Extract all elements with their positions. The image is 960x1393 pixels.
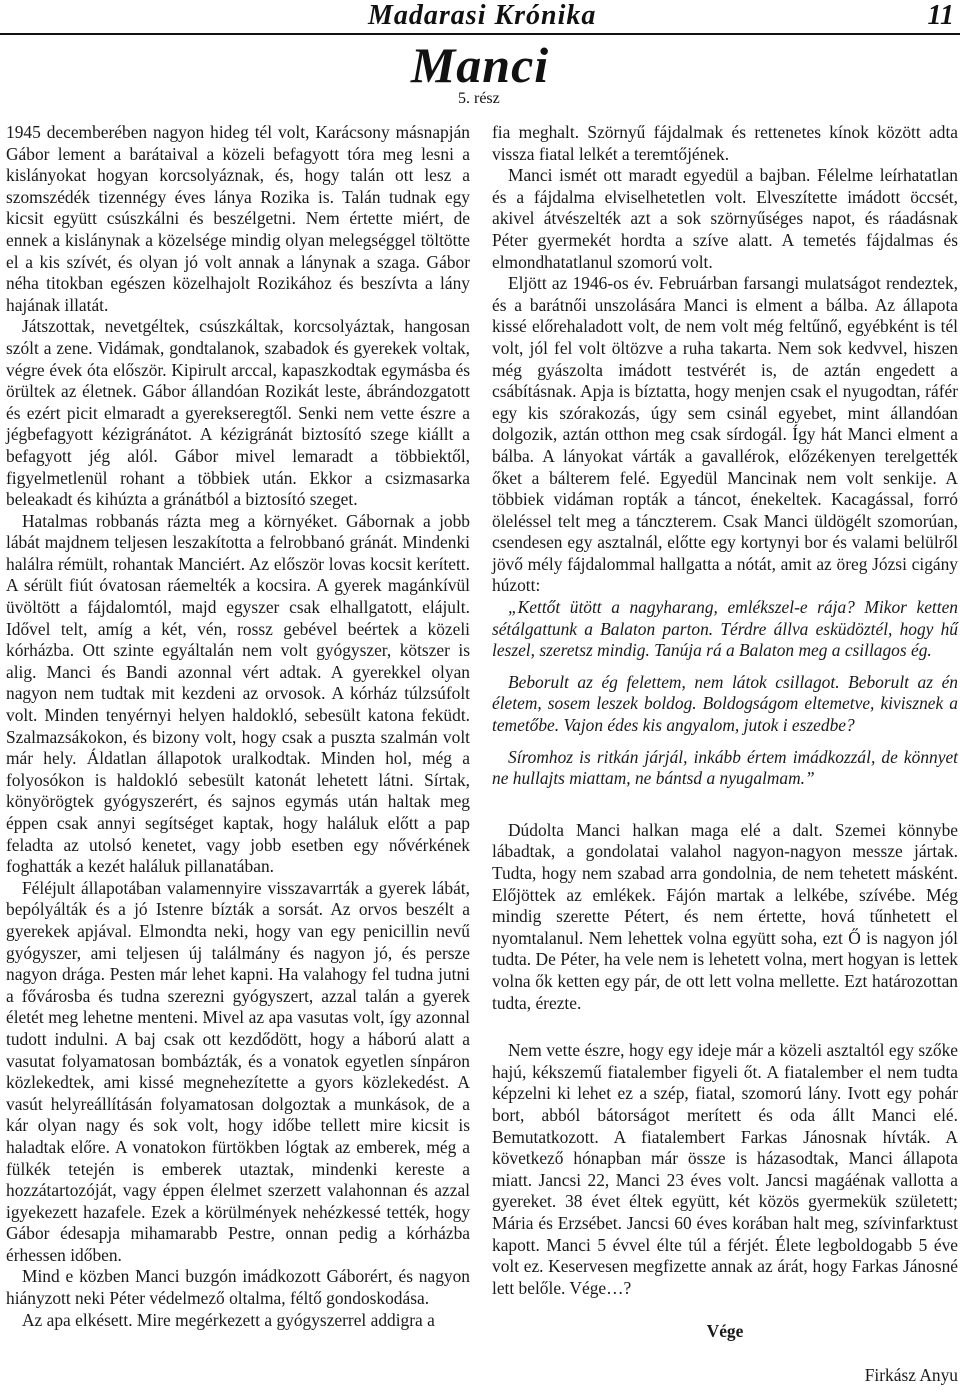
author-signature: Firkász Anyu [864,1364,958,1385]
paragraph: Eljött az 1946-os év. Februárban farsangi mulatságot rendeztek, és a barátnői unszolására Manci is elment a bálba. Az állapota kissé előrehaladott volt, de nem volt még feltűnő, egyébként is tél volt, jól fel volt öltözve a ruha takarta. Nem sok kedvvel, hiszen még gyászolta imádott testvérét is, de aztán engedett a csábításnak. Apja is bíztatta, hogy menjen csak el nyugodtan, ráfér egy kis szórakozás, úgy sem csinál egyebet, mint állandóan dolgozik, aztán otthon meg csak sírdogál. Így hát Manci elment a bálba. A lányokat várták a gavallérok, előzékenyen terelgették őket a bálterem felé. Egyedül Mancinak nem volt senkije. A többiek vidáman ropták a táncot, énekeltek. Kacagással, forró öleléssel telt meg a tánczterem. Csak Manci üldögélt szomorúan, csendesen egy asztalnál, előtte egy kortynyi bor és valami belülről jövő mély fájdalommal hallgatta a nótát, amit az öreg Józsi cigány húzott: [492,273,958,596]
paragraph: Féléjult állapotában valamennyire visszavarrták a gyerek lábát, bepólyálták és a jó Istenre bízták a sorsát. Az orvos beszélt a gyerekek apjával. Elmondta neki, hogy van egy penicillin nevű gyógyszer, ami teljesen új találmány és nagyon jó, és persze nagyon drága. Pesten már lehet kapni. Ha valahogy fel tudna jutni a fővárosba és tudna szerezni gyógyszert, azzal talán a gyerek életét meg lehetne menteni. Mivel az apa vasutas volt, így azonnal tudott indulni. A baj csak ott kezdődött, hogy a háború alatt a vasutat folyamatosan bombázták, és a vonatok egyetlen sínpáron közlekedtek, ami kissé megnehezítette a gyors közlekedést. A vasút helyreállításán folyamatosan dolgoztak a munkások, de a kár olyan nagy és sok volt, hogy időbe tellett mire kicsit is haladtak előre. A vonatokon fürtökben lógtak az emberek, még a fülkék tetején is emberek utaztak, mindenki kereste a hozzátartozóját, vagy éppen élelmet szerzett valahonnan és azzal igyekezett hazafele. Ezek a körülmények nehézkessé tették, hogy Gábor édesapja mihamarabb Pestre, onnan pedig a kórházba érhessen időben. [6,877,470,1265]
left-column [6,122,470,1331]
page-number: 11 [927,0,954,31]
paragraph: Manci ismét ott maradt egyedül a bajban. Félelme leírhatatlan és a fájdalma elviselhetetlen volt. Elveszítette imádott öccsét, akivel átvészelték azt a sok szörnyűséges napot, és ráadásnak Péter gyermekét hordta a szíve alatt. A temetés fájdalmas és elmondhatatlanul szomorú volt. [492,165,958,272]
paragraph: Mind e közben Manci buzgón imádkozott Gáborért, és nagyon hiányzott neki Péter védelmező oltalma, féltő gondoskodása. [6,1266,470,1309]
paragraph: Az apa elkésett. Mire megérkezett a gyógyszerrel addigra a [22,1309,435,1330]
end-label: Vége [706,1321,744,1342]
article-part: 5. rész [458,90,500,107]
paragraph: Hatalmas robbanás rázta meg a környéket. Gábornak a jobb lábát majdnem teljesen leszakította a felrobbanó gránát. Mindenki halálra rémült, rohantak Manciért. Az először lovas kocsit kerített. A sérült fiút óvatosan ráemelték a kocsira. A gyerek magánkívül üvöltött a fájdalomtól, majd egyszer csak elhallgatott, elájult. Idővel telt, amíg a két, vén, rossz gebével beértek a közeli kórházba. Ott szinte egyáltalán nem volt gyógyszer, kötszer is alig. Manci és Bandi azonnal vért adtak. A gyerekkel olyan nagyon nem tudtak mit kezdeni az orvosok. A kórház túlzsúfolt volt. Minden tenyérnyi helyen haldokló, sebesült katona feküdt. Szalmazsákokon, és bizony volt, hogy csak a puszta szalmán volt már hely. Áldatlan állapotok uralkodtak. Minden hol, még a folyosókon is haldokló sebesült katonát lehetett látni. Sírtak, könyörögtek gyógyszerért, és sajnos egymás után haltak meg éppen csak annyi segítséget kaptak, hogy haláluk előtt a pap feladta az utolsó kenetet, vagy jobb esetben egy nővérkének foghatták a kezét haláluk pillanatában. [6,510,470,877]
article-title: Manci [410,37,550,93]
publication-name: Madarasi Krónika [368,0,597,31]
paragraph: fia meghalt. Szörnyű fájdalmak és rettenetes kínok között adta vissza fiatal lelkét a teremtőjének. [492,122,958,164]
page-header [0,0,960,32]
poem-stanza: Síromhoz is ritkán járjál, inkább értem imádkozzál, de könnyet ne hullajts miattam, ne bántsd a nyugalmam.” [492,746,958,789]
right-column [492,122,958,1386]
paragraph: 1945 decemberében nagyon hideg tél volt, Karácsony másnapján Gábor lement a barátaival a közeli befagyott tóra meg lesni a kislányokat hogyan korcsolyáznak, és, hogy talán ott lesz a szomszédék tizennégy éves lánya Rozika is. Talán tudnak egy kicsit együtt csúszkálni és beszélgetni. Nem értette miért, de ennek a kislánynak a közelsége mindig olyan melegséggel töltötte el a kis szívét, és olyan jó volt annak a lánynak a szaga. Gábor néha titokban egészen közelhajolt Rozikához és beszívta a lány hajának illatát. [6,122,470,315]
paragraph: Nem vette észre, hogy egy ideje már a közeli asztaltól egy szőke hajú, kékszemű fiatalember figyeli őt. A fiatalember el nem tudta képzelni ki lehet ez a szép, fiatal, szomorú lány. Ivott egy pohár bort, abból bátorságot merített és oda állt Manci elé. Bemutatkozott. A fiatalembert Farkas Jánosnak hívták. A következő hónapban már össze is házasodtak, Manci állapota miatt. Jancsi 22, Manci 23 éves volt. Jancsi magáénak vallotta a gyereket. 38 évet éltek együtt, két közös gyermekük született; Mária és Erzsébet. Jancsi 60 éves korában halt meg, szívinfarktust kapott. Manci 5 évvel élte túl a férjét. Élete legboldogabb 5 éve volt ez. Keservesen megfizette annak az árát, hogy Farkas Jánosné lett belőle. Vége…? [492,1040,958,1298]
header-rule [0,33,960,35]
poem-stanza: Beborult az ég felettem, nem látok csillagot. Beborult az én életem, sosem leszek boldog. Boldogságom eltemetve, kivisznek a temetőbe. Vajon édes kis angyalom, jutok i eszedbe? [492,671,958,736]
paragraph: Dúdolta Manci halkan maga elé a dalt. Szemei könnybe lábadtak, a gondolatai valahol nagyon-nagyon messze jártak. Tudta, hogy nem szabad arra gondolnia, de nem tehetett másként. Előjöttek az emlékek. Fájón martak a lelkébe, szívébe. Még mindig szerette Pétert, és nem értette, hová tűnhetett el nyomtalanul. Nem lehettek volna együtt soha, ezt Ő is nagyon jól tudta. De Péter, ha vele nem is lehetett volna, mert hogyan is lettek volna ők ketten egy pár, de ott lett volna mellette. Ezt határozottan tudta, érezte. [492,819,958,1013]
paragraph: Játszottak, nevetgéltek, csúszkáltak, korcsolyáztak, hangosan szólt a zene. Vidámak, gondtalanok, szabadok és gyerekek voltak, végre évek óta először. Kipirult arccal, kapaszkodtak egymásba és örültek az életnek. Gábor állandóan Rozikát leste, ábrándozgatott és ezért picit elmaradt a gyerekseregtől. Senki nem vette észre a jégbefagyott kézigránátot. A kézigránát biztosító szege kiállt a befagyott jég alól. Gábor mivel lemaradt a többiektől, figyelmetlenül rohant a többiek után. Ekkor a csizmasarka beleakadt és kihúzta a gránátból a biztosító szeget. [6,316,470,510]
poem-stanza: „Kettőt ütött a nagyharang, emlékszel-e rája? Mikor ketten sétálgattunk a Balaton parton. Térdre állva esküdöztél, hogy hű leszel, szeretsz mindig. Tanúja rá a Balaton meg a csillagos ég. [492,597,958,661]
